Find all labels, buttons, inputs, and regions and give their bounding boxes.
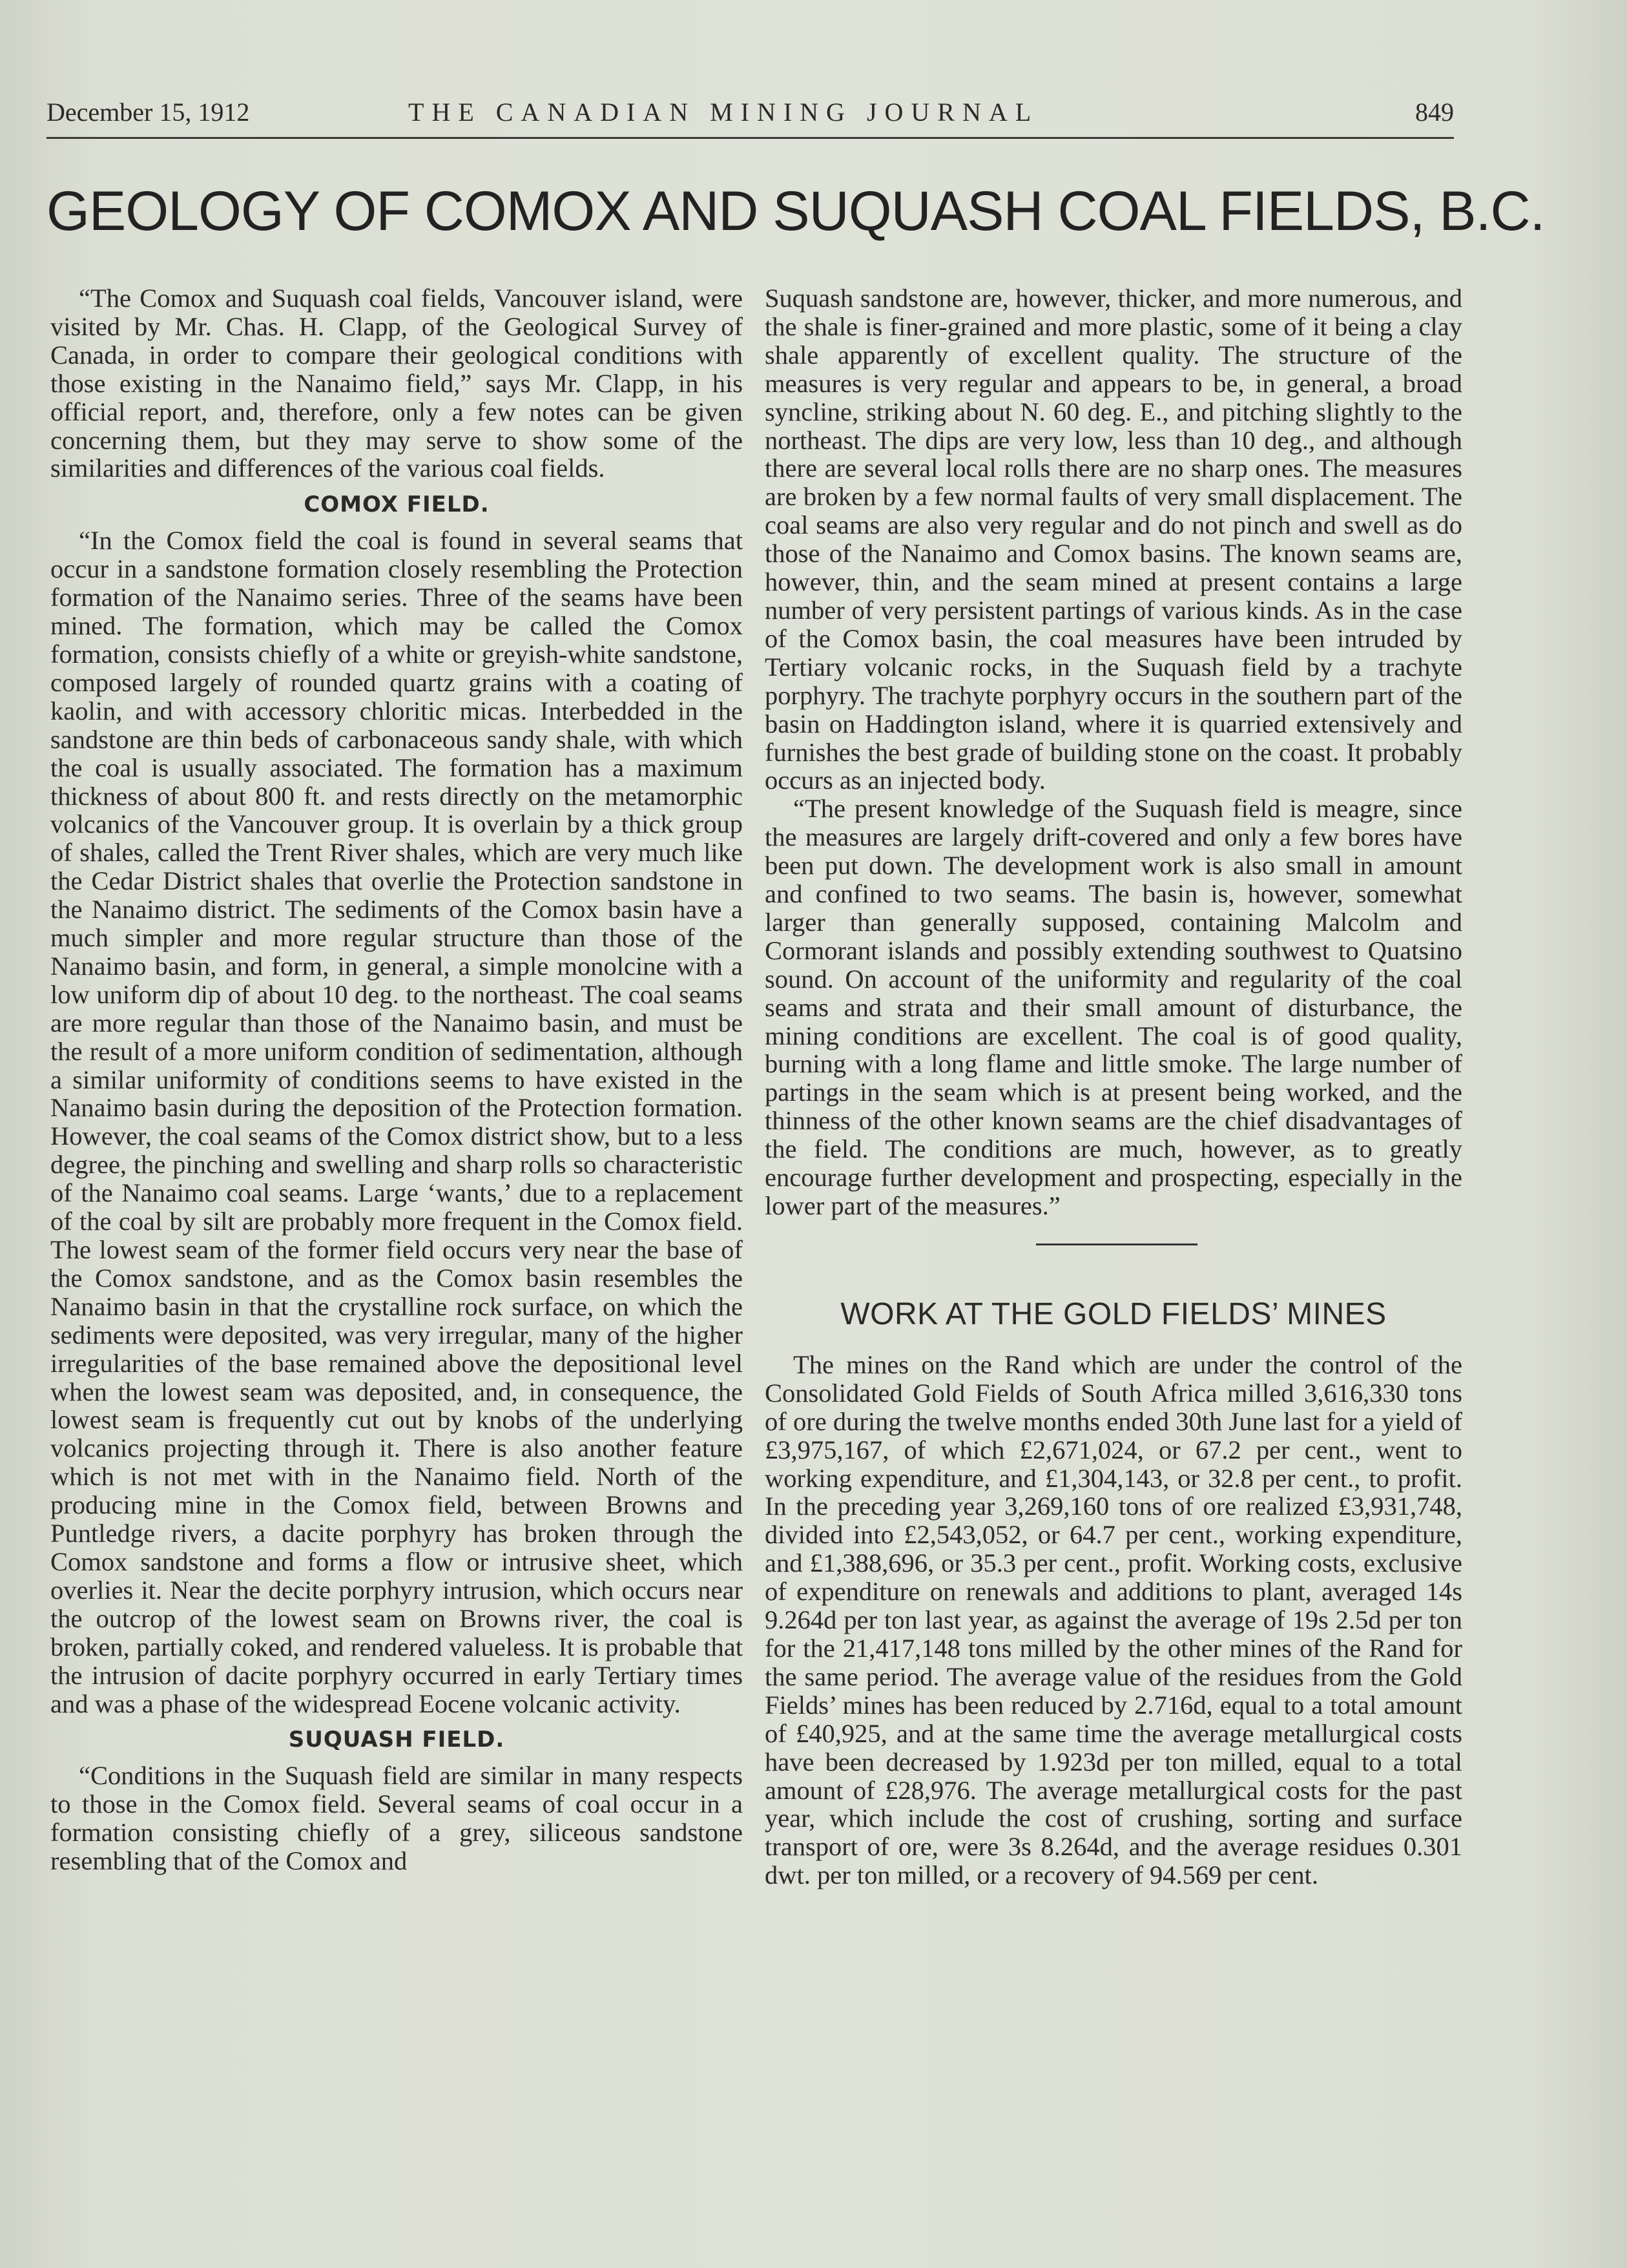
journal-name: THE CANADIAN MINING JOURNAL (408, 98, 1039, 127)
suquash-field-heading: SUQUASH FIELD. (288, 1727, 505, 1753)
intro-paragraph: “The Comox and Suquash coal fields, Vancouver island, were visited by Mr. Chas. H. Clapp, of the Geological Survey of Canada, in order to compare their geological conditions with those existing in the Nanaimo field,” says Mr. Clapp, in his official report, and, therefore, only a few notes can be given concerning them, but they may serve to show some of the similarities and differences of the various coal fields. (50, 284, 743, 483)
suquash-paragraph-continued: Suquash sandstone are, however, thicker, and more numerous, and the shale is finer-grained and more plastic, some of it being a clay shale apparently of excellent quality. The structure of the measures is very regular and appears to be, in general, a broad syncline, striking about N. 60 deg. E., and pitching slightly to the northeast. The dips are very low, less than 10 deg., and although there are several local rolls there are no sharp ones. The measures are broken by a few normal faults of very small displacement. The coal seams are also very regular and do not pinch and swell as do those of the Nanaimo and Comox basins. The known seams are, however, thin, and the seam mined at present contains a large number of very persistent partings of various kinds. As in the case of the Comox basin, the coal measures have been intruded by Tertiary volcanic rocks, in the Suquash field by a trachyte porphyry. The trachyte porphyry occurs in the southern part of the basin on Haddington island, where it is quarried extensively and furnishes the best grade of building stone on the coast. It probably occurs as an injected body. (765, 284, 1462, 795)
section-divider (765, 1220, 1462, 1259)
right-column (765, 284, 1462, 1889)
second-article-title: WORK AT THE GOLD FIELDS’ MINES (840, 1296, 1387, 1331)
article-title: GEOLOGY OF COMOX AND SUQUASH COAL FIELDS, B.C. (47, 180, 1545, 242)
gold-fields-paragraph: The mines on the Rand which are under the control of the Consolidated Gold Fields of South Africa milled 3,616,330 tons of ore during the twelve months ended 30th June last for a yield of £3,975,167, of which £2,671,024, or 67.2 per cent., went to working expenditure, and £1,304,143, or 32.8 per cent., to profit. In the preceding year 3,269,160 tons of ore realized £3,931,748, divided into £2,543,052, or 64.7 per cent., working expenditure, and £1,388,696, or 35.3 per cent., profit. Working costs, exclusive of expenditure on renewals and additions to plant, averaged 14s 9.264d per ton last year, as against the average of 19s 2.5d per ton for the 21,417,148 tons milled by the other mines of the Rand for the same period. The average value of the residues from the Gold Fields’ mines has been reduced by 2.716d, equal to a total amount of £40,925, and at the same time the average metallurgical costs have been decreased by 1.923d per ton milled, equal to a total amount of £28,976. The average metallurgical costs for the past year, which include the cost of crushing, sorting and surface transport of ore, were 3s 8.264d, and the average residues 0.301 dwt. per ton milled, or a recovery of 94.569 per cent. (765, 1349, 1462, 1890)
issue-date: December 15, 1912 (47, 98, 250, 127)
running-header (47, 97, 1454, 139)
page-number: 849 (1415, 98, 1454, 127)
comox-field-heading: COMOX FIELD. (304, 492, 490, 518)
suquash-paragraph-start: “Conditions in the Suquash field are similar in many respects to those in the Comox field. Several seams of coal occur in a formation consisting chiefly of a grey, siliceous sandstone resembling that of the Comox and (50, 1761, 743, 1876)
comox-field-paragraph: “In the Comox field the coal is found in several seams that occur in a sandstone formation closely resembling the Protection formation of the Nanaimo series. Three of the seams have been mined. The formation, which may be called the Comox formation, consists chiefly of a white or greyish-white sandstone, composed largely of rounded quartz grains with a coating of kaolin, and with accessory chloritic micas. Interbedded in the sandstone are thin beds of carbonaceous sandy shale, with which the coal is usually associated. The formation has a maximum thickness of about 800 ft. and rests directly on the metamorphic volcanics of the Vancouver group. It is overlain by a thick group of shales, called the Trent River shales, which are very much like the Cedar District shales that overlie the Protection sandstone in the Nanaimo district. The sediments of the Comox basin have a much simpler and more regular structure than those of the Nanaimo basin, and form, in general, a simple monolcine with a low uniform dip of about 10 deg. to the northeast. The coal seams are more regular than those of the Nanaimo basin, and must be the result of a more uniform condition of sedimentation, although a similar uniformity of conditions seems to have existed in the Nanaimo basin during the deposition of the Protection formation. However, the coal seams of the Comox district show, but to a less degree, the pinching and swelling and sharp rolls so characteristic of the Nanaimo coal seams. Large ‘wants,’ due to a replacement of the coal by silt are probably more frequent in the Comox field. The lowest seam of the former field occurs very near the base of the Comox sandstone, and as the Comox basin resembles the Nanaimo basin in that the crystalline rock surface, on which the sediments were deposited, was very irregular, many of the higher irregularities of the base remained above the depositional level when the lowest seam was deposited, and, in consequence, the lowest seam is frequently cut out by knobs of the underlying volcanics projecting through it. There is also another feature which is not met with in the Nanaimo field. North of the producing mine in the Comox field, between Browns and Puntledge rivers, a dacite porphyry has broken through the Comox sandstone and forms a flow or intrusive sheet, which overlies it. Near the decite porphyry intrusion, which occurs near the outcrop of the lowest seam on Browns river, the coal is broken, partially coked, and rendered valueless. It is probable that the intrusion of dacite porphyry occurred in early Tertiary times and was a phase of the widespread Eocene volcanic activity. (50, 526, 743, 1718)
closing-paragraph: “The present knowledge of the Suquash field is meagre, since the measures are largely drift-covered and only a few bores have been put down. The development work is also small in amount and confined to two seams. The basin is, however, somewhat larger than generally supposed, containing Malcolm and Cormorant islands and possibly extending southwest to Quatsino sound. On account of the uniformity and regularity of the coal seams and strata and their small amount of disturbance, the mining conditions are excellent. The coal is of good quality, burning with a long flame and little smoke. The large number of partings in the seam which is at present being worked, and the thinness of the other known seams are the chief disadvantages of the field. The conditions are much, however, as to greatly encourage further development and prospecting, especially in the lower part of the measures.” (765, 794, 1462, 1220)
left-column (50, 284, 743, 1875)
